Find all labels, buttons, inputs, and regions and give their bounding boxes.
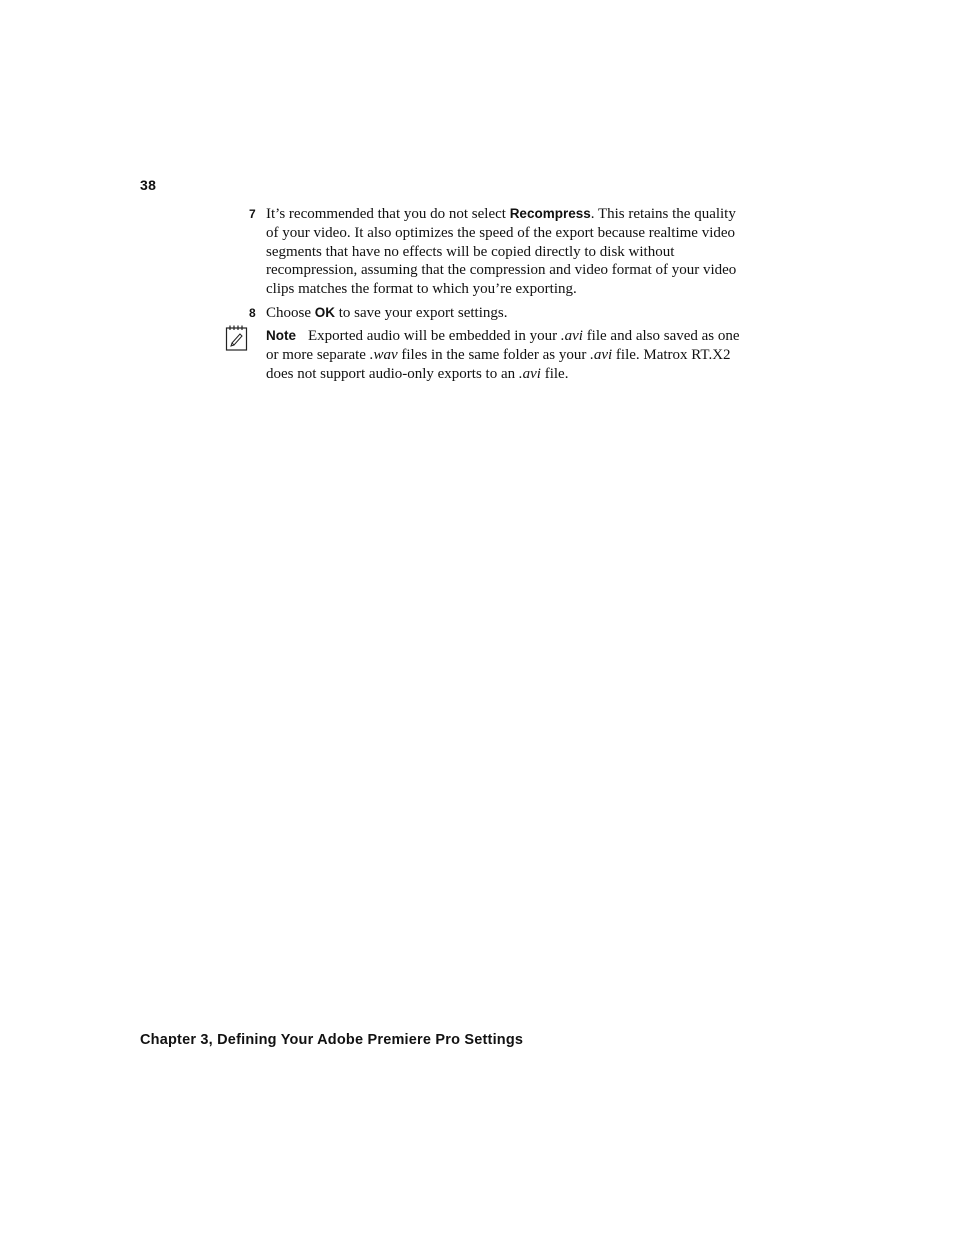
page-number: 38 xyxy=(140,177,157,193)
note-text-part: Exported audio will be embedded in your xyxy=(308,328,561,344)
note-text xyxy=(266,328,740,382)
ui-term-ok: OK xyxy=(314,305,335,320)
step-text-before: Choose xyxy=(266,305,315,321)
step-number: 8 xyxy=(249,306,256,320)
step-8 xyxy=(249,304,739,323)
step-text-after: . This retains the quality of your video. It also optimizes the speed of the export because realtime video segments that have no effects will be copied directly to disk without recompression, assuming that the compression and video format of your video clips matches the format to which you’re exporting. xyxy=(266,206,737,298)
note xyxy=(266,327,742,383)
note-pad-pencil-icon xyxy=(225,324,249,352)
file-extension: .avi xyxy=(518,365,541,382)
step-text xyxy=(266,205,739,299)
note-label: Note xyxy=(266,328,296,343)
note-text-part: file. Matrox RT.X2 does not support audio-only exports to an xyxy=(266,346,731,382)
file-extension: .avi xyxy=(560,328,583,344)
step-text-after: to save your export settings. xyxy=(335,305,508,321)
file-extension: .avi xyxy=(590,346,613,363)
step-text xyxy=(266,304,739,323)
file-extension: .wav xyxy=(369,346,398,363)
chapter-footer: Chapter 3, Defining Your Adobe Premiere Pro Settings xyxy=(140,1032,524,1048)
note-text-part: files in the same folder as your xyxy=(397,346,591,363)
step-text-before: It’s recommended that you do not select xyxy=(266,206,510,222)
note-text-part: file and also saved as one or more separate xyxy=(266,328,740,363)
note-text-part: file. xyxy=(540,365,569,382)
step-number: 7 xyxy=(249,207,256,221)
ui-term-recompress: Recompress xyxy=(509,206,591,221)
step-7 xyxy=(249,205,739,299)
